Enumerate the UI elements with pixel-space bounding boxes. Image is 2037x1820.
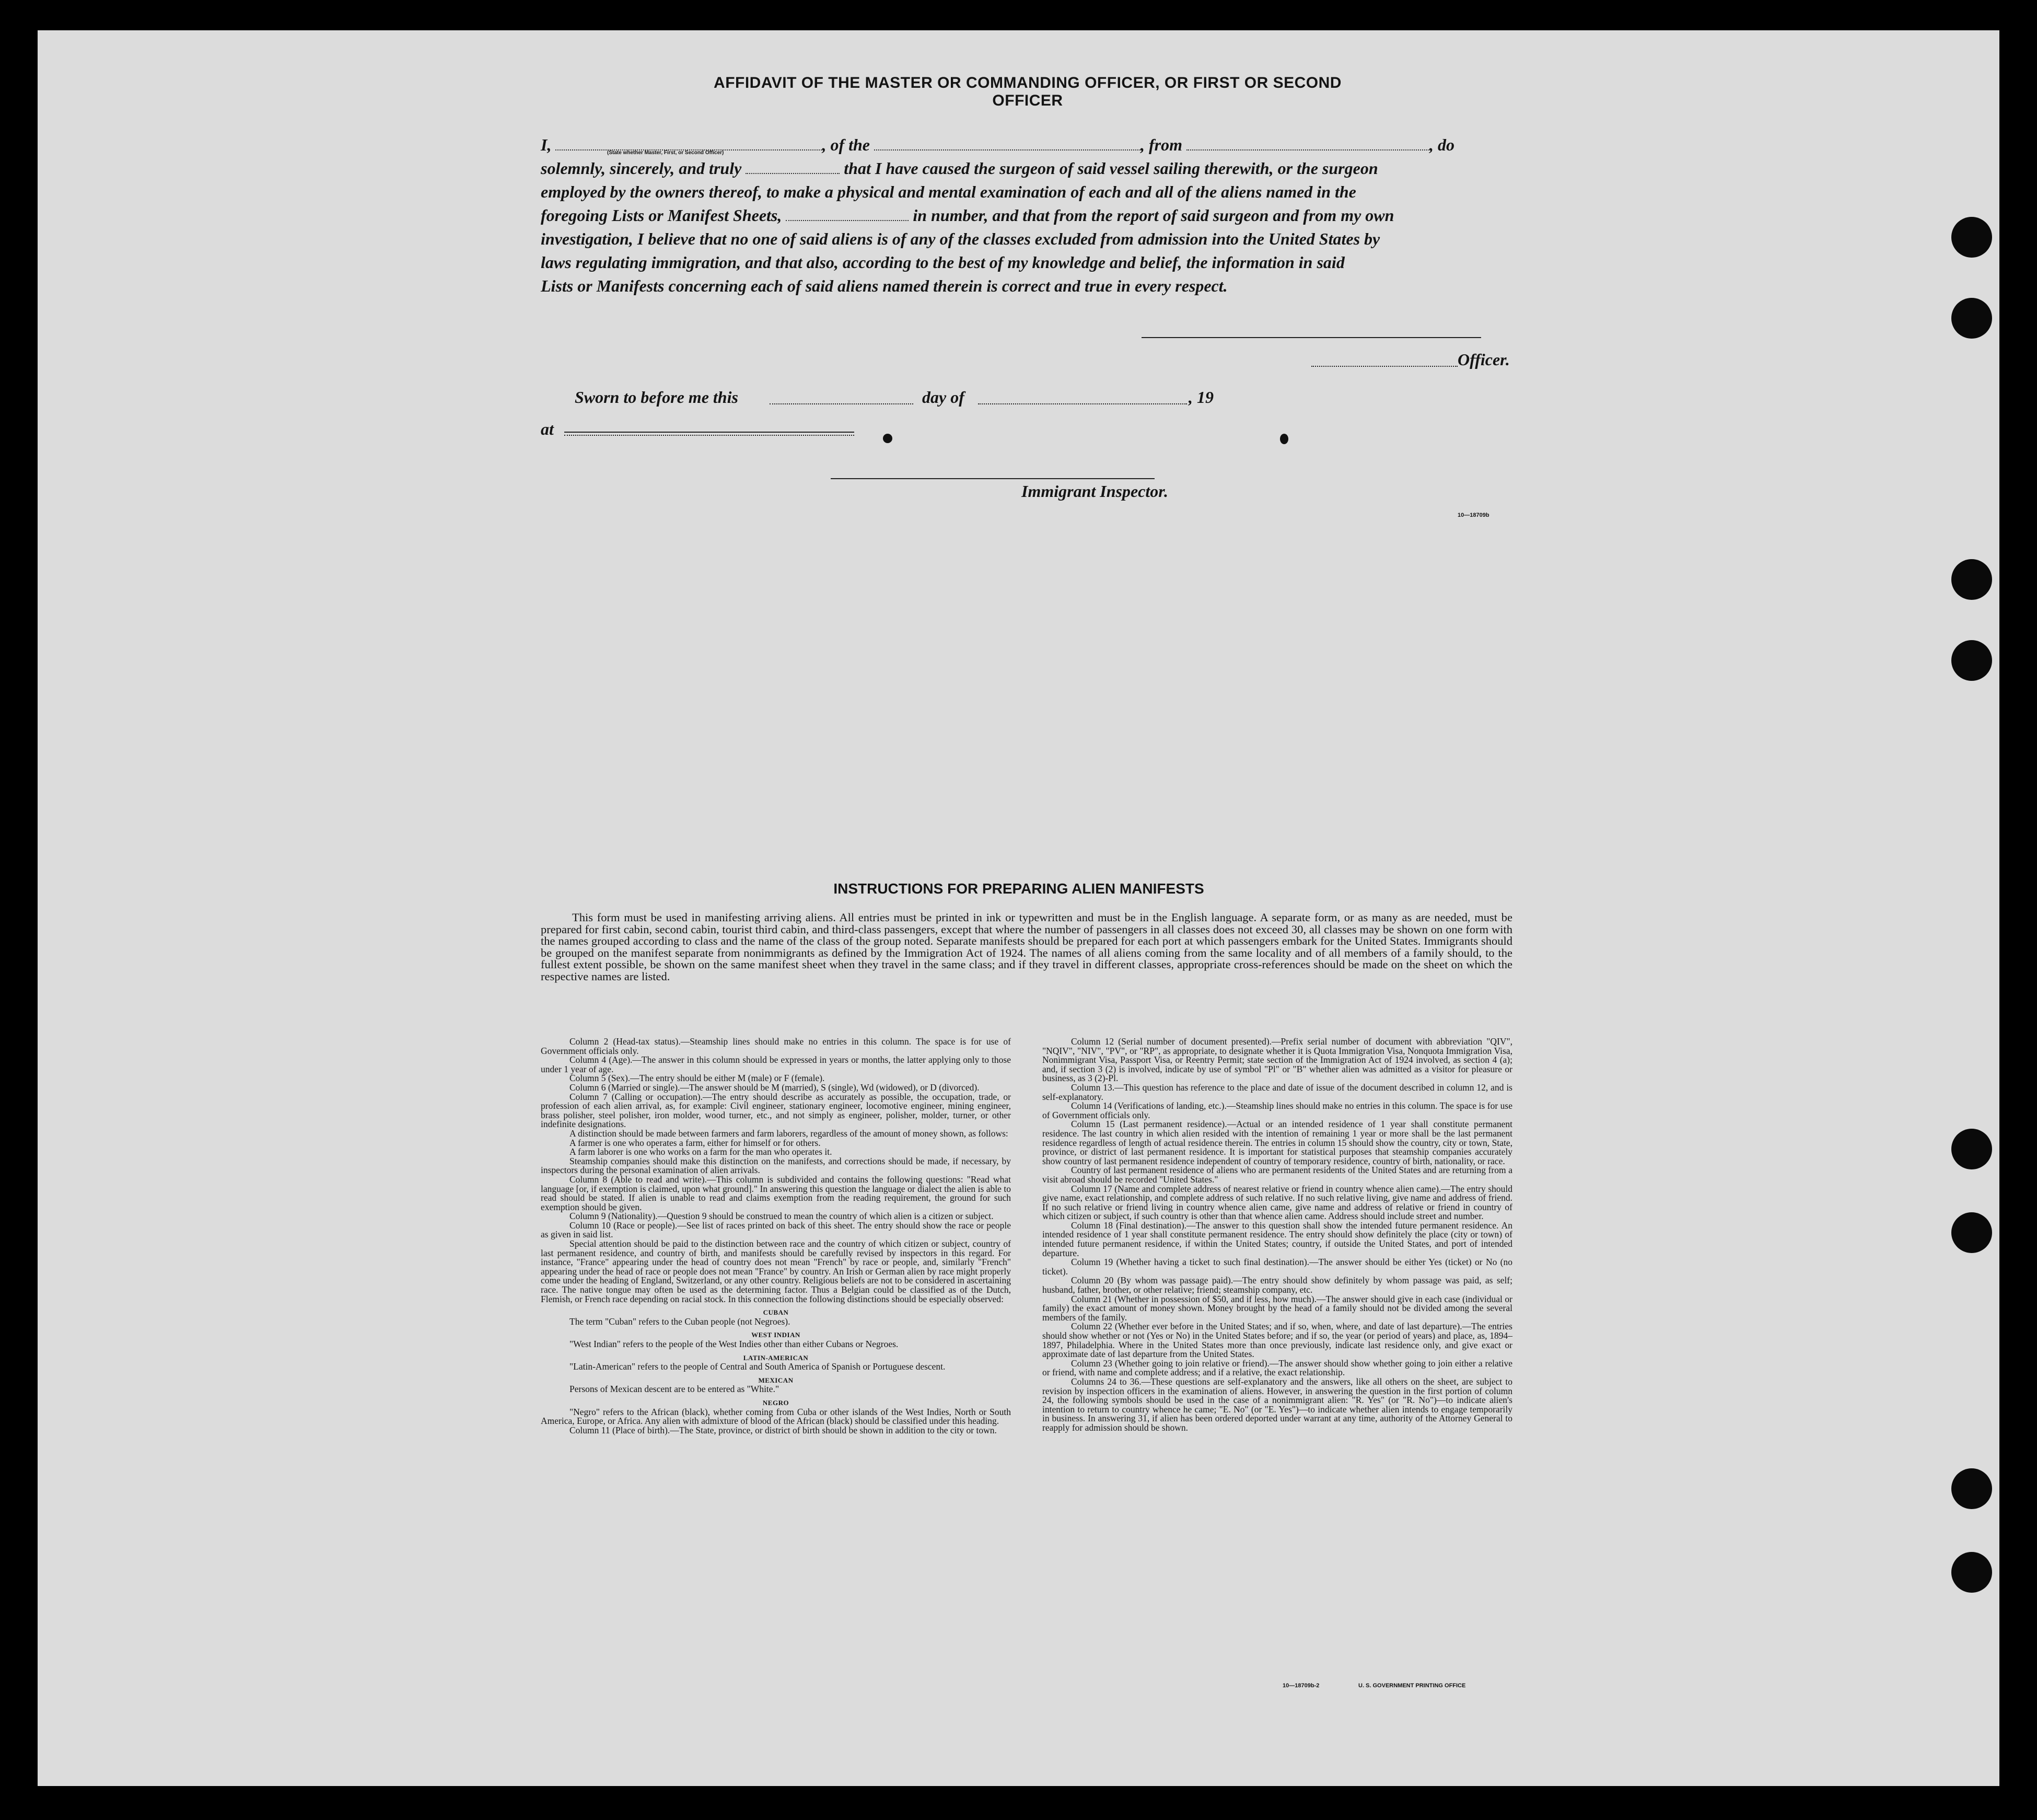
affidavit-body [541, 133, 1512, 298]
punch-hole-1 [1951, 217, 1992, 258]
instruction-paragraph: Column 5 (Sex).—The entry should be either M (male) or F (female). [569, 1073, 825, 1084]
sworn-month-field[interactable] [978, 403, 1187, 404]
race-heading-west-indian: WEST INDIAN [751, 1331, 800, 1339]
instruction-paragraph: Column 20 (By whom was passage paid).—The entry should show definitely by whom passage was paid, as self; husband, father, brother, or other relative; friend; steamship company, etc. [1042, 1275, 1512, 1295]
sworn-label: Sworn to before me this [575, 388, 738, 407]
footer-form-code: 10—18709b-2 [1283, 1683, 1320, 1689]
instruction-paragraph: Steamship companies should make this distinction on the manifests, and corrections should be made, if necessary, by inspectors during the personal examination of alien arrivals. [541, 1155, 1011, 1176]
race-definition-latin-american: "Latin-American" refers to the people of Central and South America of Spanish or Portuguese descent. [569, 1361, 946, 1372]
instructions-intro: This form must be used in manifesting arriving aliens. All entries must be printed in ink or typewritten and must be in the English language. A separate form, or as many as are needed, must be prepared for first cabin, second cabin, tourist third cabin, and third-class passengers, except that where the number of passengers in all classes does not exceed 30, all classes may be shown on one form with the names grouped according to class and the name of the class of the group noted. Separate manifests should be prepared for each port at which passengers embark for the United States. Immigrants should be grouped on the manifest separate from nonimmigrants as defined by the Immigration Act of 1924. The names of all aliens coming from the same locality and of all members of a family should, to the fullest extent possible, be shown on the same manifest sheet when they travel in the same class; and if they travel in different classes, appropriate cross-references should be made on the sheet on which the respective names are listed. [541, 911, 1512, 983]
inspector-signature-line[interactable] [831, 478, 1155, 479]
year-label: , 19 [1189, 388, 1214, 407]
race-definition-cuban: The term "Cuban" refers to the Cuban people (not Negroes). [569, 1316, 790, 1327]
stain-mark [1280, 434, 1288, 444]
vessel-name-field[interactable] [874, 140, 1140, 150]
instruction-paragraph: Column 9 (Nationality).—Question 9 should be construed to mean the country of which alien is a citizen or subject. [569, 1211, 994, 1222]
oath-field[interactable] [746, 164, 840, 174]
instruction-paragraph: Column 12 (Serial number of document presented).—Prefix serial number of document with abbreviation "QIV", "NQIV", "NIV", "PV", or "RP", as appropriate, to designate whether it is Quota Immigration Visa, Nonquota Immigration Visa, Nonimmigrant Visa, Passport Visa, or Reentry Permit; state section of the Immigration Act of 1924 involved, as section 4 (a); and, if section 3 (2) is involved, indicate by use of symbol "Pl" or "B" whether alien was admitted as a visitor for pleasure or business, as 3 (2)-Pl. [1042, 1036, 1512, 1084]
punch-hole-4 [1951, 640, 1992, 681]
affidavit-line-5: investigation, I believe that no one of said aliens is of any of the classes excluded from admission into the United States by [541, 229, 1380, 248]
instruction-paragraph: Column 7 (Calling or occupation).—The entry should describe as accurately as possible, the occupation, trade, or profession of each alien arrival, as, for example: Civil engineer, stationary engineer, locomotive engineer, mining engineer, brass polisher, steel polisher, iron molder, wood turner, etc., and not simply as engineer, polisher, molder, turner, or other indefinite designations. [541, 1091, 1011, 1130]
punch-hole-3 [1951, 559, 1992, 600]
instruction-paragraph: Column 19 (Whether having a ticket to such final destination).—The answer should be either Yes (ticket) or No (no ticket). [1042, 1257, 1512, 1277]
race-heading-negro: NEGRO [762, 1398, 789, 1407]
sworn-place-field[interactable] [564, 435, 854, 436]
day-of-label: day of [922, 388, 964, 407]
race-heading-mexican: MEXICAN [758, 1376, 794, 1384]
instruction-paragraph: Column 2 (Head-tax status).—Steamship lines should make no entries in this column. The space is for use of Government officials only. [541, 1036, 1011, 1056]
rank-note: (State whether Master, First, or Second Officer) [607, 150, 724, 156]
instruction-paragraph: Special attention should be paid to the distinction between race and the country of which citizen or subject, country of last permanent residence, and country of birth, and manifests should be carefully revised by inspectors in this regard. For instance, "France" appearing under the head of country does not mean "French" by race or people, and, similarly "French" appearing under the head of race or people does not mean "France" by country. An Irish or German alien by race might properly come under the heading of England, Switzerland, or any other country. Religious beliefs are not to be considered in ascertaining race. The native tongue may often be used as the determining factor. Thus a Belgian could be classified as of the Dutch, Flemish, or French race depending on racial stock. In this connection the following distinctions should be especially observed: [541, 1238, 1011, 1304]
stain-mark [883, 434, 892, 443]
punch-hole-2 [1951, 298, 1992, 339]
instruction-paragraph: Column 17 (Name and complete address of nearest relative or friend in country whence alien came).—The entry should give name, exact relationship, and complete address of such relative. If no such relative living, give name and address of friend. If no such relative or friend living in country whence alien came, give name and address of relative or friend in country of which citizen or subject, if such country is other than that whence alien came. Address should include street and number. [1042, 1183, 1512, 1222]
instruction-paragraph: Column 10 (Race or people).—See list of races printed on back of this sheet. The entry should show the race or people as given in said list. [541, 1220, 1011, 1240]
punch-hole-7 [1951, 1468, 1992, 1509]
instructions-right-column [1042, 1037, 1512, 1433]
race-heading-cuban: CUBAN [763, 1308, 789, 1317]
printer-imprint: U. S. GOVERNMENT PRINTING OFFICE [1358, 1683, 1466, 1689]
officer-title-line[interactable] [1311, 366, 1458, 367]
instructions-title: INSTRUCTIONS FOR PREPARING ALIEN MANIFESTS [833, 880, 1204, 897]
punch-hole-6 [1951, 1212, 1992, 1253]
instruction-paragraph: Column 14 (Verifications of landing, etc.).—Steamship lines should make no entries in this column. The space is for use of Government officials only. [1042, 1100, 1512, 1120]
affidavit-line-1: I, , of the , from , do [541, 135, 1454, 154]
race-definition-negro: "Negro" refers to the African (black), whether coming from Cuba or other islands of the West Indies, North or South America, Europe, or Africa. Any alien with admixture of blood of the African (black) should be classified under this heading. [541, 1406, 1011, 1427]
instruction-paragraph: A distinction should be made between farmers and farm laborers, regardless of the amount of money shown, as follows: [569, 1128, 1008, 1139]
instruction-paragraph: Column 11 (Place of birth).—The State, province, or district of birth should be shown in addition to the city or town. [569, 1424, 997, 1435]
instruction-paragraph: Column 22 (Whether ever before in the United States; and if so, when, where, and date of last departure).—The entries should show whether or not (Yes or No) in the United States before; and if so, the year (or period of years) and place, as, 1894–1897, Philadelphia. Where in the United States more than once previously, indicate last residence only, and give exact or approximate date of last departure from the United States. [1042, 1321, 1512, 1360]
instructions-left-column [541, 1037, 1011, 1435]
instruction-paragraph: A farm laborer is one who works on a farm for the man who operates it. [569, 1146, 832, 1157]
sworn-place-underline [564, 432, 854, 433]
at-label: at [541, 420, 554, 438]
race-definition-mexican: Persons of Mexican descent are to be entered as "White." [569, 1384, 779, 1395]
instruction-paragraph: A farmer is one who operates a farm, either for himself or for others. [569, 1137, 821, 1148]
instruction-paragraph: Column 18 (Final destination).—The answer to this question shall show the intended future permanent residence. An intended residence of 1 year shall constitute permanent residence. The entry should show definitely the place (city or town) of intended future permanent residence, if within the United States; country, if outside the United States, and port of intended departure. [1042, 1220, 1512, 1258]
instruction-paragraph: Column 13.—This question has reference to the place and date of issue of the document described in column 12, and is self-explanatory. [1042, 1082, 1512, 1102]
race-heading-latin-american: LATIN-AMERICAN [743, 1353, 809, 1362]
affidavit-line-4: foregoing Lists or Manifest Sheets, in number, and that from the report of said surgeon and from my own [541, 206, 1394, 225]
affidavit-line-2: solemnly, sincerely, and truly that I have caused the surgeon of said vessel sailing therewith, or the surgeon [541, 159, 1378, 178]
instruction-paragraph: Column 4 (Age).—The answer in this column should be expressed in years or months, the latter applying only to those under 1 year of age. [541, 1054, 1011, 1074]
departure-port-field[interactable] [1186, 140, 1429, 150]
form-code: 10—18709b [1458, 512, 1489, 518]
punch-hole-5 [1951, 1129, 1992, 1169]
affidavit-line-7: Lists or Manifests concerning each of said aliens named therein is correct and true in every respect. [541, 276, 1228, 295]
punch-hole-8 [1951, 1552, 1992, 1593]
officer-signature-line[interactable] [1142, 337, 1481, 338]
instruction-paragraph: Column 8 (Able to read and write).—This column is subdivided and contains the following questions: "Read what language [or, if exemption is claimed, upon what ground]." In answering this question the language or dialect the alien is able to read should be stated. If alien is unable to read and claims exemption from the reading requirement, the ground for such exemption should be given. [541, 1174, 1011, 1212]
sworn-day-field[interactable] [770, 403, 913, 404]
affidavit-line-6: laws regulating immigration, and that also, according to the best of my knowledge and belief, the information in said [541, 253, 1345, 272]
officer-label: Officer. [1458, 350, 1510, 369]
affidavit-title: AFFIDAVIT OF THE MASTER OR COMMANDING OFFICER, OR FIRST OR SECOND OFFICER [714, 74, 1342, 109]
sheet-count-field[interactable] [786, 211, 909, 221]
affidavit-line-3: employed by the owners thereof, to make a physical and mental examination of each and all of the aliens named in the [541, 182, 1356, 201]
officer-rank-field[interactable] [555, 140, 822, 150]
instruction-paragraph: Columns 24 to 36.—These questions are self-explanatory and the answers, like all others on the sheet, are subject to revision by inspection officers in the examination of aliens. However, in answering the question in the first portion of column 24, the following symbols should be used in the case of a nonimmigrant alien: "R. Yes" (or "R. No")—to indicate alien's intention to return to country whence he came; "E. No" (or "E. Yes")—to indicate whether alien intends to engage temporarily in business. In answering 31, if alien has been ordered deported under warrant at any time, authority of the Attorney General to reapply for admission should be shown. [1042, 1376, 1512, 1433]
instruction-paragraph: Column 23 (Whether going to join relative or friend).—The answer should show whether going to join either a relative or friend, with name and complete address; and if a relative, the exact relationship. [1042, 1358, 1512, 1378]
instruction-paragraph: Country of last permanent residence of aliens who are permanent residents of the United States and are returning from a visit abroad should be recorded "United States." [1042, 1165, 1512, 1185]
inspector-label: Immigrant Inspector. [1021, 482, 1168, 501]
instruction-paragraph: Column 15 (Last permanent residence).—Actual or an intended residence of 1 year shall constitute permanent residence. The last country in which alien resided with the intention of remaining 1 year or more shall be the last permanent residence regardless of length of actual residence therein. The entries in column 15 should show the country, city or town, State, province, or district of last permanent residence. It is important for statistical purposes that steamship companies accurately show country of last permanent residence independent of country of temporary residence, country of birth, nationality, or race. [1042, 1119, 1512, 1166]
instruction-paragraph: Column 6 (Married or single).—The answer should be M (married), S (single), Wd (widowed), or D (divorced). [569, 1082, 980, 1093]
instruction-paragraph: Column 21 (Whether in possession of $50, and if less, how much).—The answer should give in each case (individual or family) the exact amount of money shown. Money brought by the head of a family should not be divided among the several members of the family. [1042, 1293, 1512, 1323]
race-definition-west-indian: "West Indian" refers to the people of the West Indies other than either Cubans or Negroes. [569, 1339, 899, 1349]
